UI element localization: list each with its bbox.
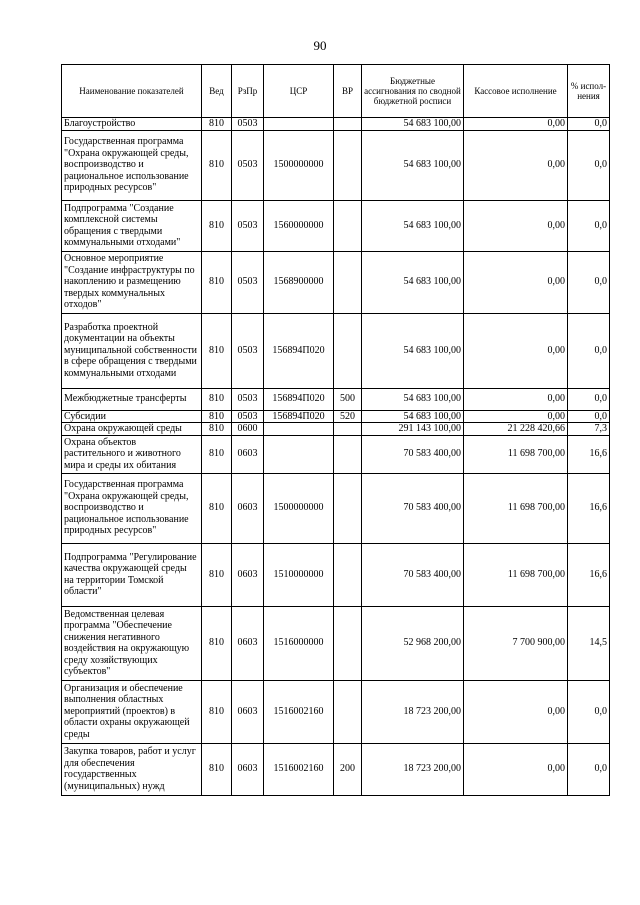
cell-csr: 1516002160 — [264, 743, 334, 795]
header-vr: ВР — [334, 65, 362, 118]
cell-vr — [334, 680, 362, 743]
table-row — [62, 606, 610, 680]
cell-name: Подпрограмма "Создание комплексной системы обращения с твердыми коммунальными отходами" — [62, 200, 202, 251]
cell-name: Государственная программа "Охрана окружающей среды, воспроизводство и рациональное использование природных ресурсов" — [62, 473, 202, 543]
cell-rzpr: 0503 — [232, 388, 264, 410]
table-row — [62, 388, 610, 410]
cell-ved: 810 — [202, 118, 232, 131]
header-rzpr: РзПр — [232, 65, 264, 118]
cell-pct: 0,0 — [568, 313, 610, 388]
cell-vr — [334, 423, 362, 436]
cell-pct: 0,0 — [568, 410, 610, 423]
cell-csr: 1568900000 — [264, 251, 334, 313]
cell-csr: 1560000000 — [264, 200, 334, 251]
cell-csr: 1500000000 — [264, 473, 334, 543]
cell-cash: 11 698 700,00 — [464, 435, 568, 473]
cell-vr — [334, 200, 362, 251]
cell-budget: 54 683 100,00 — [362, 313, 464, 388]
cell-cash: 0,00 — [464, 743, 568, 795]
cell-cash: 0,00 — [464, 388, 568, 410]
cell-cash: 0,00 — [464, 410, 568, 423]
cell-ved: 810 — [202, 473, 232, 543]
cell-budget: 52 968 200,00 — [362, 606, 464, 680]
cell-vr — [334, 130, 362, 200]
header-csr: ЦСР — [264, 65, 334, 118]
table-row — [62, 118, 610, 131]
cell-vr — [334, 118, 362, 131]
cell-ved: 810 — [202, 680, 232, 743]
cell-budget: 291 143 100,00 — [362, 423, 464, 436]
cell-ved: 810 — [202, 743, 232, 795]
cell-name: Основное мероприятие "Создание инфраструктуры по накоплению и размещению твердых коммунальных отходов" — [62, 251, 202, 313]
table-row — [62, 543, 610, 606]
cell-name: Благоустройство — [62, 118, 202, 131]
cell-rzpr: 0603 — [232, 606, 264, 680]
cell-pct: 16,6 — [568, 473, 610, 543]
cell-pct: 0,0 — [568, 118, 610, 131]
cell-vr — [334, 251, 362, 313]
table-row — [62, 251, 610, 313]
cell-rzpr: 0503 — [232, 130, 264, 200]
cell-ved: 810 — [202, 423, 232, 436]
cell-rzpr: 0603 — [232, 743, 264, 795]
cell-pct: 7,3 — [568, 423, 610, 436]
cell-rzpr: 0603 — [232, 543, 264, 606]
cell-vr — [334, 606, 362, 680]
cell-csr: 1510000000 — [264, 543, 334, 606]
cell-cash: 0,00 — [464, 251, 568, 313]
budget-table — [61, 64, 610, 796]
cell-budget: 70 583 400,00 — [362, 435, 464, 473]
table-row — [62, 743, 610, 795]
table-row — [62, 313, 610, 388]
cell-pct: 14,5 — [568, 606, 610, 680]
cell-budget: 54 683 100,00 — [362, 251, 464, 313]
cell-cash: 11 698 700,00 — [464, 543, 568, 606]
header-name: Наименование показателей — [62, 65, 202, 118]
header-cash: Кассовое исполнение — [464, 65, 568, 118]
cell-cash: 11 698 700,00 — [464, 473, 568, 543]
cell-budget: 54 683 100,00 — [362, 410, 464, 423]
cell-budget: 54 683 100,00 — [362, 388, 464, 410]
cell-ved: 810 — [202, 388, 232, 410]
cell-pct: 0,0 — [568, 743, 610, 795]
cell-vr: 520 — [334, 410, 362, 423]
cell-budget: 54 683 100,00 — [362, 200, 464, 251]
table-row — [62, 423, 610, 436]
cell-csr — [264, 423, 334, 436]
header-budget: Бюджетные ассигнования по сводной бюджетной росписи — [362, 65, 464, 118]
cell-cash: 21 228 420,66 — [464, 423, 568, 436]
cell-rzpr: 0503 — [232, 200, 264, 251]
cell-name: Подпрограмма "Регулирование качества окружающей среды на территории Томской области" — [62, 543, 202, 606]
cell-csr — [264, 435, 334, 473]
cell-cash: 0,00 — [464, 313, 568, 388]
cell-ved: 810 — [202, 606, 232, 680]
cell-name: Охрана объектов растительного и животного мира и среды их обитания — [62, 435, 202, 473]
cell-budget: 18 723 200,00 — [362, 680, 464, 743]
cell-name: Субсидии — [62, 410, 202, 423]
cell-name: Организация и обеспечение выполнения областных мероприятий (проектов) в области охраны окружающей среды — [62, 680, 202, 743]
cell-rzpr: 0603 — [232, 435, 264, 473]
cell-name: Государственная программа "Охрана окружающей среды, воспроизводство и рациональное использование природных ресурсов" — [62, 130, 202, 200]
cell-csr: 156894П020 — [264, 313, 334, 388]
cell-vr: 200 — [334, 743, 362, 795]
cell-rzpr: 0603 — [232, 473, 264, 543]
cell-csr: 1516000000 — [264, 606, 334, 680]
page-number: 90 — [313, 38, 327, 53]
cell-vr — [334, 543, 362, 606]
cell-rzpr: 0503 — [232, 313, 264, 388]
table-row — [62, 680, 610, 743]
cell-csr: 156894П020 — [264, 410, 334, 423]
cell-ved: 810 — [202, 130, 232, 200]
table-row — [62, 130, 610, 200]
cell-pct: 0,0 — [568, 388, 610, 410]
cell-ved: 810 — [202, 543, 232, 606]
cell-rzpr: 0503 — [232, 118, 264, 131]
cell-name: Межбюджетные трансферты — [62, 388, 202, 410]
cell-ved: 810 — [202, 251, 232, 313]
cell-ved: 810 — [202, 435, 232, 473]
cell-pct: 16,6 — [568, 435, 610, 473]
cell-rzpr: 0503 — [232, 251, 264, 313]
cell-pct: 0,0 — [568, 130, 610, 200]
cell-cash: 0,00 — [464, 680, 568, 743]
cell-vr — [334, 473, 362, 543]
cell-pct: 0,0 — [568, 680, 610, 743]
cell-csr: 156894П020 — [264, 388, 334, 410]
cell-budget: 70 583 400,00 — [362, 473, 464, 543]
cell-ved: 810 — [202, 410, 232, 423]
cell-vr — [334, 435, 362, 473]
cell-budget: 70 583 400,00 — [362, 543, 464, 606]
table-row — [62, 435, 610, 473]
cell-budget: 54 683 100,00 — [362, 118, 464, 131]
cell-csr — [264, 118, 334, 131]
cell-vr: 500 — [334, 388, 362, 410]
table-header-row — [62, 65, 610, 118]
cell-rzpr: 0600 — [232, 423, 264, 436]
cell-csr: 1516002160 — [264, 680, 334, 743]
cell-ved: 810 — [202, 313, 232, 388]
cell-name: Разработка проектной документации на объекты муниципальной собственности в сфере обращения с твердыми коммунальными отходами — [62, 313, 202, 388]
cell-pct: 0,0 — [568, 200, 610, 251]
cell-cash: 0,00 — [464, 118, 568, 131]
cell-pct: 16,6 — [568, 543, 610, 606]
cell-pct: 0,0 — [568, 251, 610, 313]
cell-budget: 54 683 100,00 — [362, 130, 464, 200]
cell-name: Ведомственная целевая программа "Обеспечение снижения негативного воздействия на окружающую среду хозяйствующих субъектов" — [62, 606, 202, 680]
header-ved: Вед — [202, 65, 232, 118]
cell-name: Закупка товаров, работ и услуг для обеспечения государственных (муниципальных) нужд — [62, 743, 202, 795]
table-row — [62, 473, 610, 543]
cell-rzpr: 0503 — [232, 410, 264, 423]
cell-cash: 0,00 — [464, 130, 568, 200]
cell-csr: 1500000000 — [264, 130, 334, 200]
cell-name: Охрана окружающей среды — [62, 423, 202, 436]
cell-ved: 810 — [202, 200, 232, 251]
header-pct: % испол-нения — [568, 65, 610, 118]
cell-vr — [334, 313, 362, 388]
cell-rzpr: 0603 — [232, 680, 264, 743]
cell-cash: 7 700 900,00 — [464, 606, 568, 680]
cell-budget: 18 723 200,00 — [362, 743, 464, 795]
table-row — [62, 200, 610, 251]
table-row — [62, 410, 610, 423]
cell-cash: 0,00 — [464, 200, 568, 251]
